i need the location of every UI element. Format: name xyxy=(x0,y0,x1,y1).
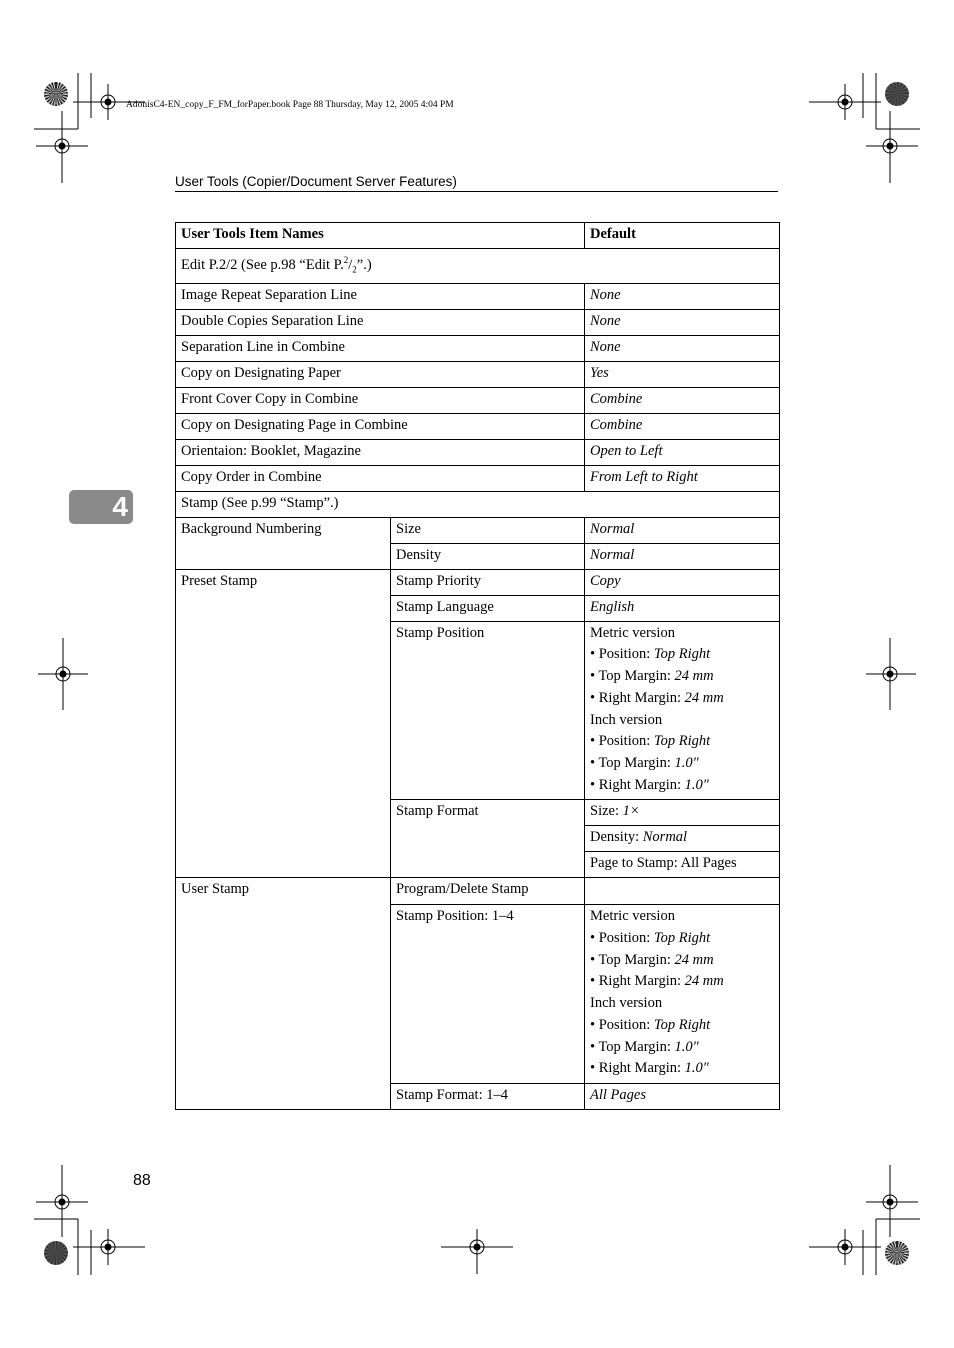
position-default-list xyxy=(585,621,780,800)
format-density-label: Density: xyxy=(590,829,643,846)
list-item xyxy=(590,928,774,950)
item-default: Combine xyxy=(585,413,780,439)
header-item-names: User Tools Item Names xyxy=(176,223,585,249)
list-item xyxy=(590,775,774,797)
list-item-value: 24 mm xyxy=(684,973,724,990)
list-item-value: 24 mm xyxy=(674,951,714,968)
format-density-default xyxy=(585,826,780,852)
item-name: Copy on Designating Paper xyxy=(176,361,585,387)
registration-rosette-top-right xyxy=(885,82,909,106)
list-item-value: 24 mm xyxy=(684,689,724,706)
inch-version-title: Inch version xyxy=(590,995,663,1012)
list-item xyxy=(590,731,774,753)
format-density-value: Normal xyxy=(642,829,688,846)
table-row xyxy=(176,283,780,309)
list-item-label: • Position: xyxy=(590,733,654,750)
list-item xyxy=(590,753,774,775)
table-row xyxy=(176,878,780,905)
item-default: Normal xyxy=(585,543,780,569)
group-background-numbering: Background Numbering xyxy=(176,517,391,569)
item-default: Combine xyxy=(585,387,780,413)
item-default: Normal xyxy=(585,517,780,543)
inch-version-title: Inch version xyxy=(590,711,663,728)
format-page-default: Page to Stamp: All Pages xyxy=(585,852,780,878)
running-header: User Tools (Copier/Document Server Features) xyxy=(175,174,778,192)
table-row xyxy=(176,361,780,387)
format-size-value: 1× xyxy=(622,803,640,820)
item-default xyxy=(585,878,780,905)
list-item-label: • Position: xyxy=(590,930,654,947)
table-row xyxy=(176,517,780,543)
list-item xyxy=(590,1015,774,1037)
header-default: Default xyxy=(585,223,780,249)
metric-version-title: Metric version xyxy=(590,624,675,641)
list-item-value: 1.0″ xyxy=(674,1038,699,1055)
table-row xyxy=(176,309,780,335)
list-item-label: • Top Margin: xyxy=(590,951,675,968)
section-edit-sup: 2 xyxy=(343,255,349,265)
section-edit-sub: 2 xyxy=(352,264,357,275)
user-tools-table xyxy=(175,222,780,1110)
list-item xyxy=(590,688,774,710)
registration-rosette-bottom-right xyxy=(885,1241,909,1265)
list-item xyxy=(590,644,774,666)
list-item-value: 1.0″ xyxy=(684,776,709,793)
table-row xyxy=(176,387,780,413)
page-number: 88 xyxy=(133,1172,151,1189)
item-name: Image Repeat Separation Line xyxy=(176,283,585,309)
sub-item-name: Size xyxy=(391,517,585,543)
table-header-row xyxy=(176,223,780,249)
registration-rosette-top-left xyxy=(44,82,68,106)
item-default: From Left to Right xyxy=(585,465,780,491)
list-item xyxy=(590,666,774,688)
list-item-value: Top Right xyxy=(653,930,711,947)
sub-item-name: Stamp Priority xyxy=(391,569,585,595)
list-item xyxy=(590,971,774,993)
registration-rosette-bottom-left xyxy=(44,1241,68,1265)
sub-item-name: Stamp Language xyxy=(391,595,585,621)
list-item-label: • Right Margin: xyxy=(590,1060,685,1077)
list-item-value: 1.0″ xyxy=(674,754,699,771)
sub-item-name: Stamp Position: 1–4 xyxy=(391,905,585,1084)
section-edit-cell: Edit P.2/2 (See p.98 “Edit $P.^2/_2$”.) xyxy=(176,249,780,284)
list-item-label: • Top Margin: xyxy=(590,754,675,771)
section-row-edit xyxy=(176,249,780,284)
item-default: Copy xyxy=(585,569,780,595)
item-name: Copy Order in Combine xyxy=(176,465,585,491)
list-item-label: • Right Margin: xyxy=(590,689,685,706)
list-item-label: • Position: xyxy=(590,1016,654,1033)
list-item-value: 24 mm xyxy=(674,668,714,685)
table-row xyxy=(176,413,780,439)
item-default: None xyxy=(585,309,780,335)
item-name: Double Copies Separation Line xyxy=(176,309,585,335)
list-item xyxy=(590,1058,774,1080)
list-item-value: 1.0″ xyxy=(684,1060,709,1077)
position-default-list xyxy=(585,905,780,1084)
group-preset-stamp: Preset Stamp xyxy=(176,569,391,878)
chapter-tab: 4 xyxy=(69,490,133,524)
format-size-default xyxy=(585,800,780,826)
group-user-stamp: User Stamp xyxy=(176,878,391,1110)
list-item xyxy=(590,950,774,972)
list-item-label: • Right Margin: xyxy=(590,776,685,793)
list-item-label: • Top Margin: xyxy=(590,668,675,685)
sub-item-name: Density xyxy=(391,543,585,569)
sub-item-name: Program/Delete Stamp xyxy=(391,878,585,905)
sub-item-name: Stamp Format xyxy=(391,800,585,878)
section-edit-prefix: Edit P.2/2 (See p.98 “Edit P. xyxy=(181,256,344,273)
sub-item-name: Stamp Format: 1–4 xyxy=(391,1083,585,1109)
format-size-label: Size: xyxy=(590,803,623,820)
print-info-line: AdonisC4-EN_copy_F_FM_forPaper.book Page 88 Thursday, May 12, 2005 4:04 PM xyxy=(126,100,454,110)
item-default: English xyxy=(585,595,780,621)
list-item-value: Top Right xyxy=(653,733,711,750)
list-item-label: • Right Margin: xyxy=(590,973,685,990)
table-row xyxy=(176,465,780,491)
item-name: Orientaion: Booklet, Magazine xyxy=(176,439,585,465)
item-name: Copy on Designating Page in Combine xyxy=(176,413,585,439)
section-row-stamp xyxy=(176,491,780,517)
item-default: None xyxy=(585,283,780,309)
list-item-label: • Position: xyxy=(590,646,654,663)
sub-item-name: Stamp Position xyxy=(391,621,585,800)
item-default: None xyxy=(585,335,780,361)
item-name: Separation Line in Combine xyxy=(176,335,585,361)
item-name: Front Cover Copy in Combine xyxy=(176,387,585,413)
item-default: Open to Left xyxy=(585,439,780,465)
list-item-value: Top Right xyxy=(653,1016,711,1033)
table-row xyxy=(176,439,780,465)
list-item-value: Top Right xyxy=(653,646,711,663)
item-default: Yes xyxy=(585,361,780,387)
section-edit-suffix: ”.) xyxy=(356,256,372,273)
list-item-label: • Top Margin: xyxy=(590,1038,675,1055)
item-default: All Pages xyxy=(585,1083,780,1109)
section-stamp-cell: Stamp (See p.99 “Stamp”.) xyxy=(176,491,780,517)
metric-version-title: Metric version xyxy=(590,908,675,925)
table-row xyxy=(176,569,780,595)
table-row xyxy=(176,335,780,361)
list-item xyxy=(590,1037,774,1059)
